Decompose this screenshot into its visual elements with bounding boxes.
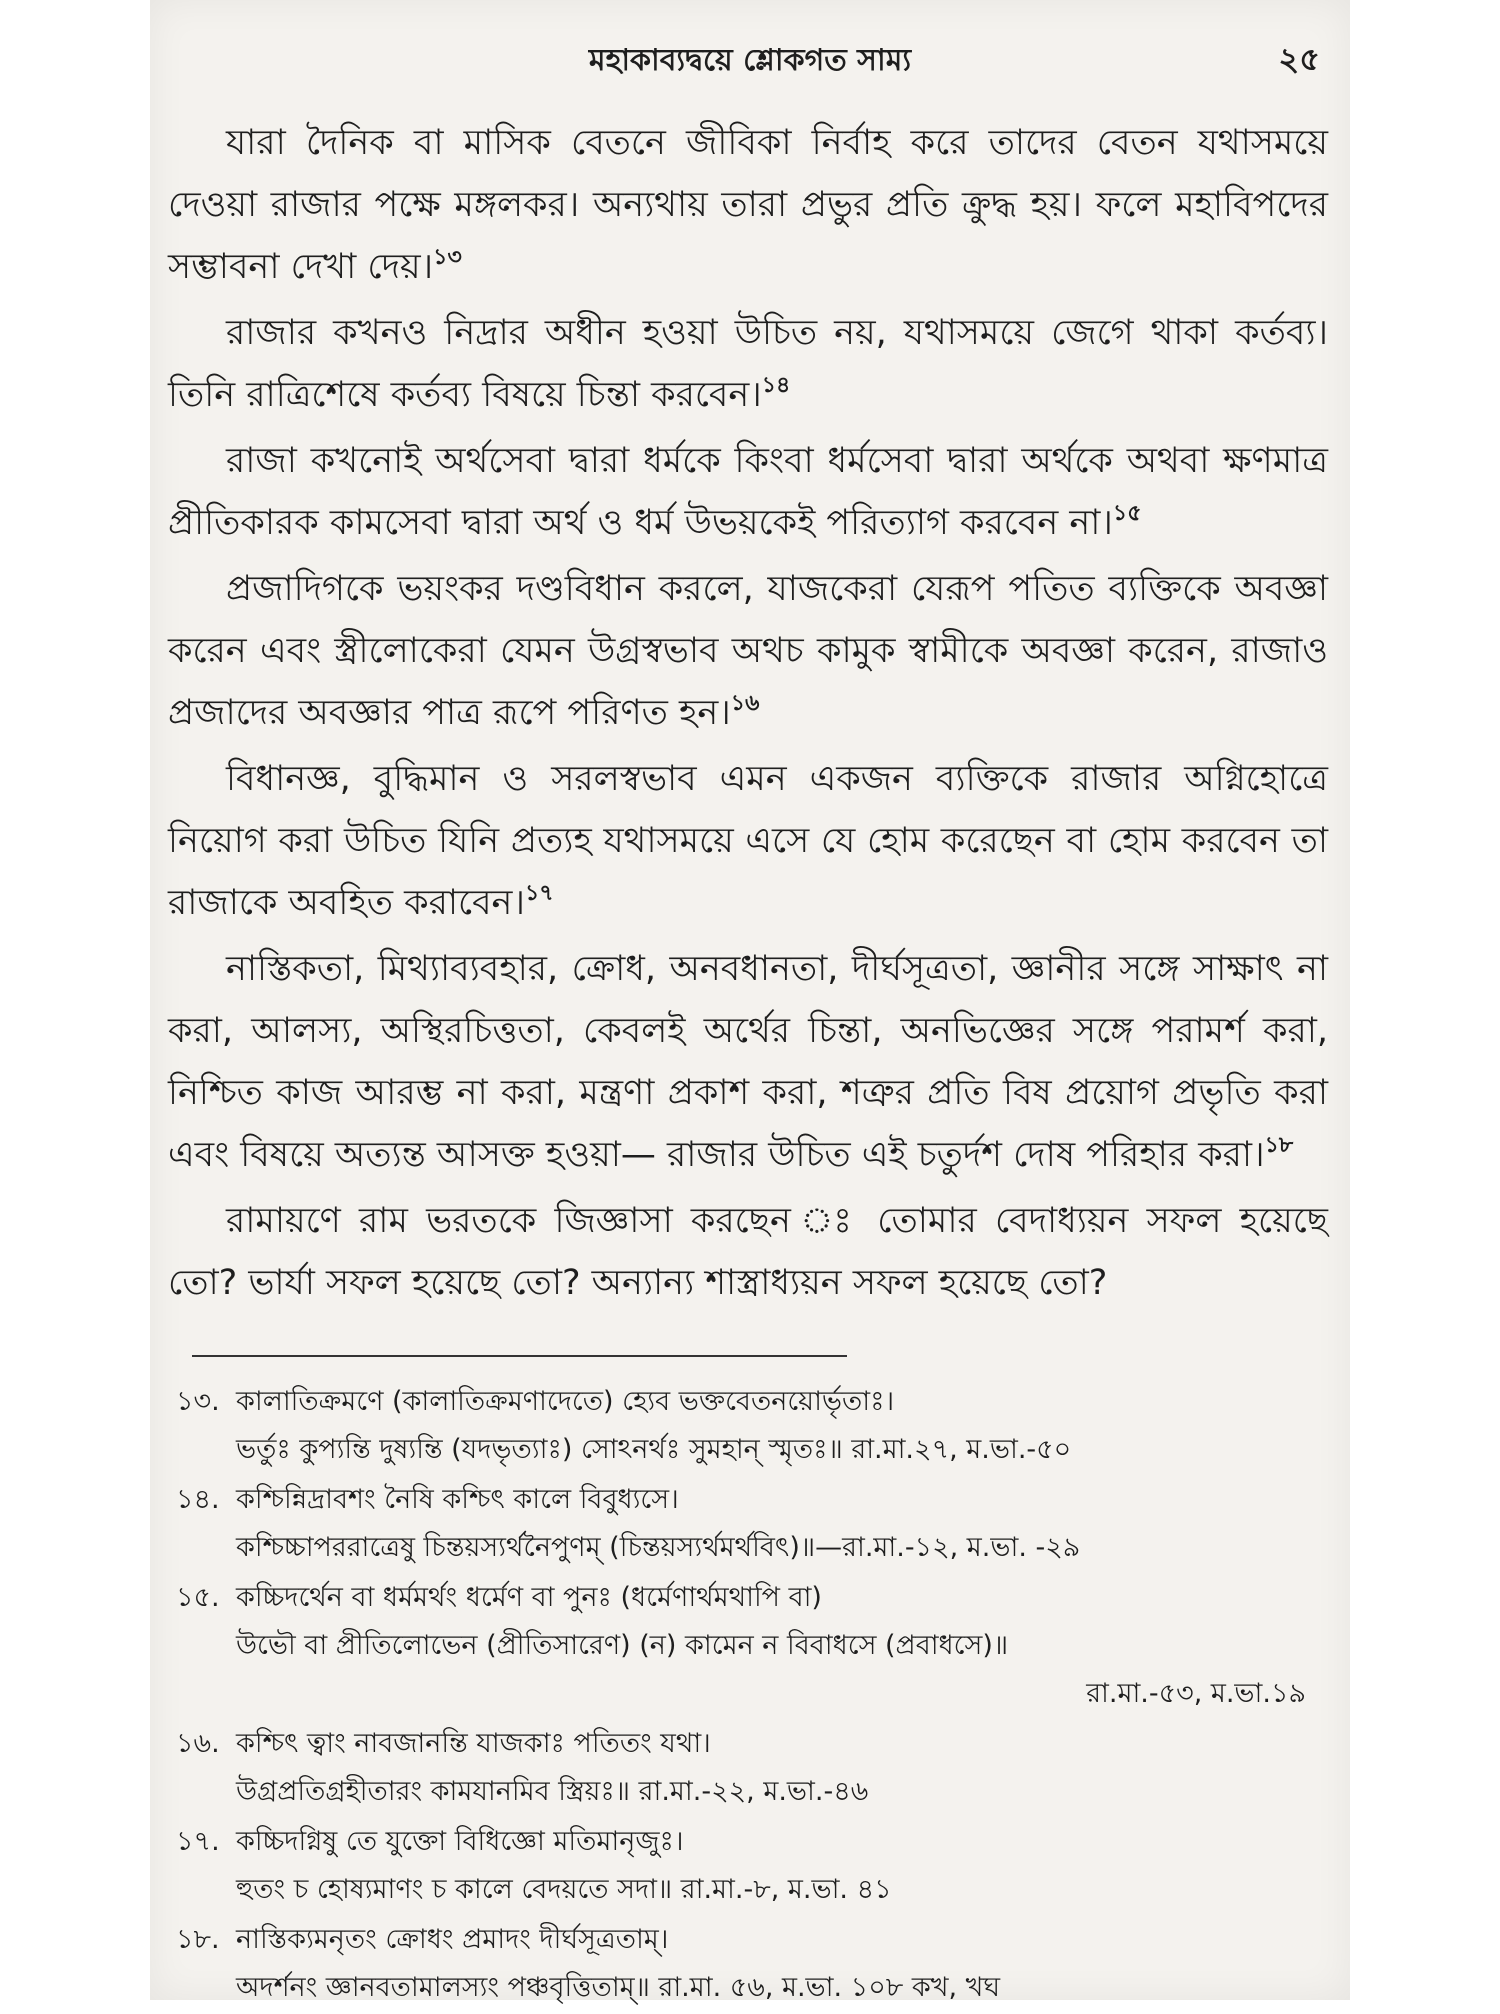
page-header (150, 30, 1350, 90)
footnote-line (176, 1574, 1326, 1622)
footnote-ref[interactable]: ১৮ (1264, 1133, 1294, 1158)
running-head: মহাকাব্যদ্বয়ে শ্লোকগত সাম্য (588, 43, 912, 78)
paragraph (168, 302, 1328, 426)
book-page (150, 0, 1350, 2003)
footnote (176, 1574, 1326, 1718)
paragraph-text: প্রজাদিগকে ভয়ংকর দণ্ডবিধান করলে, যাজকেরা যেরূপ পতিত ব্যক্তিকে অবজ্ঞা করেন এবং স্ত্রীলোকেরা যেমন উগ্রস্বভাব অথচ কামুক স্বামীকে অবজ্ঞা করেন, রাজাও প্রজাদের অবজ্ঞার পাত্র রূপে পরিণত হন। (168, 569, 1328, 733)
footnote-line (176, 1916, 1326, 1964)
footnote-number: ১৬. (176, 1728, 220, 1759)
paragraph (168, 112, 1328, 298)
footnote-number: ১৭. (176, 1826, 220, 1857)
footnote-number: ১৪. (176, 1484, 220, 1515)
footnote-ref[interactable]: ১৭ (524, 881, 554, 906)
paragraph-text: যারা দৈনিক বা মাসিক বেতনে জীবিকা নির্বাহ করে তাদের বেতন যথাসময়ে দেওয়া রাজার পক্ষে মঙ্গলকর। অন্যথায় তারা প্রভুর প্রতি ক্রুদ্ধ হয়। ফলে মহাবিপদের সম্ভাবনা দেখা দেয়। (168, 123, 1328, 287)
footnote-source: রা.মা.-৫৩, ম.ভা.১৯ (1086, 1678, 1306, 1709)
footnote-text: নাস্তিক্যমনৃতং ক্রোধং প্রমাদং দীর্ঘসূত্রতাম্। (236, 1924, 669, 1955)
footnote-text: কশ্চিৎ ত্বাং নাবজানন্তি যাজকাঃ পতিতং যথা। (236, 1728, 711, 1759)
paragraph-text: রামায়ণে রাম ভরতকে জিজ্ঞাসা করছেন ঃ তোমার বেদাধ্যয়ন সফল হয়েছে তো? ভার্যা সফল হয়েছে তো? অন্যান্য শাস্ত্রাধ্যয়ন সফল হয়েছে তো? (168, 1201, 1328, 1303)
paragraph-text: রাজার কখনও নিদ্রার অধীন হওয়া উচিত নয়, যথাসময়ে জেগে থাকা কর্তব্য। তিনি রাত্রিশেষে কর্তব্য বিষয়ে চিন্তা করবেন। (168, 313, 1328, 415)
footnote (176, 1476, 1326, 1572)
paragraph-text: বিধানজ্ঞ, বুদ্ধিমান ও সরলস্বভাব এমন একজন ব্যক্তিকে রাজার অগ্নিহোত্রে নিয়োগ করা উচিত যিনি প্রত্যহ যথাসময়ে এসে যে হোম করেছেন বা হোম করবেন তা রাজাকে অবহিত করাবেন। (168, 759, 1328, 923)
footnote-text: কশ্চিন্নিদ্রাবশং নৈষি কশ্চিৎ কালে বিবুধ্যসে। (236, 1484, 679, 1515)
footnote-ref[interactable]: ১৩ (433, 245, 462, 270)
footnote-line (176, 1476, 1326, 1524)
footnote-number: ১৮. (176, 1924, 220, 1955)
paragraph-text: নাস্তিকতা, মিথ্যাব্যবহার, ক্রোধ, অনবধানতা, দীর্ঘসূত্রতা, জ্ঞানীর সঙ্গে সাক্ষাৎ না করা, আলস্য, অস্থিরচিত্ততা, কেবলই অর্থের চিন্তা, অনভিজ্ঞের সঙ্গে পরামর্শ করা, নিশ্চিত কাজ আরম্ভ না করা, মন্ত্রণা প্রকাশ করা, শত্রুর প্রতি বিষ প্রয়োগ প্রভৃতি করা এবং বিষয়ে অত্যন্ত আসক্ত হওয়া— রাজার উচিত এই চতুর্দশ দোষ পরিহার করা। (168, 949, 1328, 1175)
page-number: ২৫ (1278, 40, 1320, 78)
footnote-number: ১৫. (176, 1582, 220, 1613)
footnote-ref[interactable]: ১৫ (1112, 501, 1142, 526)
footnote-ref[interactable]: ১৪ (761, 373, 791, 398)
footnote-ref[interactable]: ১৬ (730, 691, 760, 716)
footnote-divider (192, 1355, 847, 1357)
footnote-text: উভৌ বা প্রীতিলোভেন (প্রীতিসারেণ) (ন) কামেন ন বিবাধসে (প্রবাধসে)॥ (236, 1630, 1009, 1661)
footnote-text: কালাতিক্রমণে (কালাতিক্রমণাদেতে) হ্যেব ভক্তবেতনয়োর্ভৃতাঃ। (236, 1386, 895, 1417)
paragraph (168, 558, 1328, 744)
footnote-line (176, 1378, 1326, 1426)
footnote-text: হুতং চ হোষ্যমাণং চ কালে বেদয়তে সদা॥ রা.মা.-৮, ম.ভা. ৪১ (236, 1874, 892, 1905)
footnote-text: কচ্চিদগ্নিষু তে যুক্তো বিধিজ্ঞো মতিমানৃজুঃ। (236, 1826, 684, 1857)
footnote-line (176, 1720, 1326, 1768)
paragraph (168, 1190, 1328, 1314)
footnote-text: কশ্চিচ্চাপররাত্রেষু চিন্তয়স্যর্থনৈপুণম্ (চিন্তয়স্যর্থমর্থবিৎ)॥—রা.মা.-১২, ম.ভা. -২৯ (236, 1532, 1081, 1563)
paragraph (168, 938, 1328, 1186)
main-text (168, 112, 1328, 1318)
footnote-text: কচ্চিদর্থেন বা ধর্মমর্থং ধর্মেণ বা পুনঃ (ধর্মেণার্থমথাপি বা) (236, 1582, 822, 1613)
footnotes (176, 1378, 1326, 2014)
paragraph-text: রাজা কখনোই অর্থসেবা দ্বারা ধর্মকে কিংবা ধর্মসেবা দ্বারা অর্থকে অথবা ক্ষণমাত্র প্রীতিকারক কামসেবা দ্বারা অর্থ ও ধর্ম উভয়কেই পরিত্যাগ করবেন না। (168, 441, 1328, 543)
footnote-number: ১৩. (176, 1386, 220, 1417)
footnote (176, 1818, 1326, 1914)
footnote-line (176, 1818, 1326, 1866)
paragraph (168, 430, 1328, 554)
footnote-text: অদর্শনং জ্ঞানবতামালস্যং পঞ্চবৃত্তিতাম্॥ রা.মা. ৫৬, ম.ভা. ১০৮ কখ, খঘ (236, 1972, 1001, 2003)
paragraph (168, 748, 1328, 934)
footnote (176, 1916, 1326, 2012)
footnote (176, 1720, 1326, 1816)
footnote (176, 1378, 1326, 1474)
footnote-text: ভর্তুঃ কুপ্যন্তি দুষ্যন্তি (যদভৃত্যাঃ) সোঽনর্থঃ সুমহান্ স্মৃতঃ॥ রা.মা.২৭, ম.ভা.-৫০ (236, 1434, 1072, 1465)
footnote-text: উগ্রপ্রতিগ্রহীতারং কামযানমিব স্ত্রিয়ঃ॥ রা.মা.-২২, ম.ভা.-৪৬ (236, 1776, 869, 1807)
